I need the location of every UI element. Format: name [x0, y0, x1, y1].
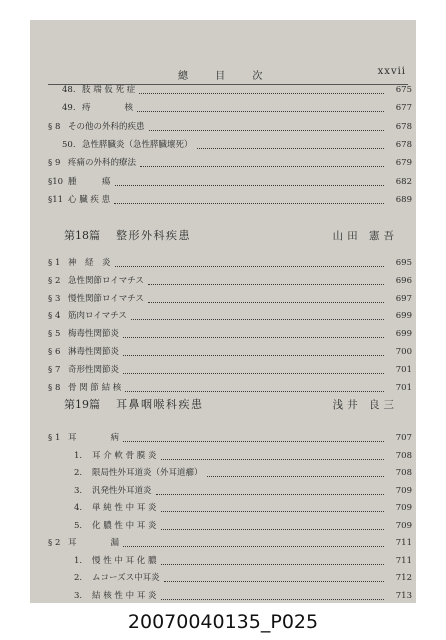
- entry-page-number: 679: [395, 158, 412, 169]
- entry-page-number: 708: [395, 450, 412, 461]
- entry-page-number: 712: [395, 573, 412, 583]
- dot-leader: [114, 194, 384, 204]
- entry-number: § 5: [48, 329, 61, 340]
- dot-leader: [161, 502, 384, 512]
- entry-page-number: 713: [395, 590, 412, 601]
- entry-page-number: 699: [395, 329, 412, 340]
- entry-number: 1.: [74, 555, 83, 566]
- entry-page-number: 700: [395, 347, 412, 357]
- toc-entry: [30, 139, 416, 152]
- dot-leader: [131, 310, 384, 320]
- entry-page-number: 695: [395, 258, 412, 268]
- entry-page-number: 678: [395, 121, 412, 132]
- image-caption: 20070040135_P025: [0, 604, 446, 640]
- entry-number: § 1: [48, 258, 61, 268]
- entry-label: 淋毒性関節炎: [68, 347, 120, 357]
- entry-page-number: 708: [395, 468, 412, 478]
- toc-entry: [30, 432, 416, 445]
- entry-label: 疼痛の外科的療法: [68, 158, 137, 169]
- entry-label: 化 膿 性 中 耳 炎: [92, 520, 157, 531]
- toc-entry: [30, 102, 416, 115]
- entry-page-number: 696: [395, 275, 412, 286]
- book-page: [30, 20, 416, 603]
- entry-number: 5.: [74, 520, 83, 531]
- toc-entry: [30, 121, 416, 134]
- entry-label: 骨 関 節 結 核: [68, 382, 122, 393]
- dot-leader: [197, 139, 384, 149]
- toc-entry: [30, 328, 416, 341]
- entry-label: 梅毒性関節炎: [68, 329, 120, 340]
- chapter-19-heading: [64, 396, 416, 414]
- entry-label: 耳 漏: [68, 538, 120, 548]
- dot-leader: [123, 346, 384, 356]
- entry-label: 耳 病: [68, 433, 120, 443]
- dot-leader: [123, 364, 384, 374]
- entry-label: 慢 性 中 耳 化 膿: [92, 555, 157, 566]
- toc-entry: [30, 382, 416, 395]
- entry-number: § 8: [48, 121, 61, 132]
- chapter-author: 浅井 良三: [332, 399, 398, 411]
- toc-entry: [30, 485, 416, 498]
- dot-leader: [148, 293, 384, 303]
- entry-label: 慢性関節ロイマチス: [68, 293, 144, 304]
- dot-leader: [161, 590, 384, 600]
- toc-entry: [30, 590, 416, 603]
- chapter-title: 整形外科疾患: [116, 229, 191, 242]
- entry-label: 筋肉ロイマチス: [68, 311, 127, 322]
- entry-label: 限局性外耳道炎（外耳道癤）: [92, 468, 203, 478]
- entry-label: ムコーズス中耳炎: [92, 573, 160, 583]
- entry-number: 4.: [74, 503, 83, 513]
- entry-label: 急性関節ロイマチス: [68, 275, 144, 286]
- dot-leader: [156, 485, 384, 495]
- entry-label: 心 臓 疾 患: [68, 194, 111, 205]
- dot-leader: [140, 157, 384, 167]
- entry-page-number: 709: [395, 485, 412, 496]
- entry-label: 痔 核: [82, 103, 134, 114]
- toc-entry: [30, 555, 416, 568]
- toc-entry: [30, 450, 416, 463]
- toc-entry: [30, 537, 416, 550]
- page-header: [30, 67, 416, 83]
- entry-number: 49.: [62, 103, 76, 114]
- entry-label: 急性膵臓炎（急性膵臓壞死）: [82, 139, 193, 150]
- entry-number: § 4: [48, 311, 61, 322]
- entry-label: 奇形性関節炎: [68, 364, 120, 375]
- entry-page-number: 711: [395, 555, 412, 566]
- dot-leader: [149, 121, 384, 131]
- toc-entry: [30, 84, 416, 97]
- dot-leader: [123, 537, 384, 547]
- chapter-title: 耳鼻咽喉科疾患: [116, 398, 204, 411]
- toc-entry: [30, 310, 416, 323]
- entry-page-number: 709: [395, 520, 412, 531]
- dot-leader: [123, 432, 384, 442]
- dot-leader: [207, 467, 384, 477]
- entry-number: § 8: [48, 382, 61, 393]
- entry-number: § 2: [48, 275, 61, 286]
- dot-leader: [148, 275, 384, 285]
- entry-label: 腫 瘍: [68, 176, 111, 187]
- entry-number: § 3: [48, 293, 61, 304]
- entry-label: 耳 介 軟 骨 膜 炎: [92, 450, 157, 461]
- entry-label: 単 純 性 中 耳 炎: [92, 503, 157, 513]
- dot-leader: [139, 84, 384, 94]
- toc-entry: [30, 502, 416, 515]
- entry-number: 1.: [74, 450, 83, 461]
- entry-page-number: 689: [395, 194, 412, 205]
- entry-label: 汎発性外耳道炎: [92, 485, 152, 496]
- entry-number: 50.: [62, 139, 76, 150]
- toc-entry: [30, 176, 416, 189]
- entry-page-number: 699: [395, 311, 412, 322]
- toc-entry: [30, 275, 416, 288]
- chapter-number: 第18篇: [64, 229, 100, 242]
- entry-number: 48.: [62, 85, 76, 95]
- entry-number: § 7: [48, 364, 61, 375]
- toc-entry: [30, 520, 416, 533]
- entry-page-number: 711: [395, 538, 412, 548]
- toc-entry: [30, 364, 416, 377]
- entry-page-number: 682: [395, 176, 412, 187]
- entry-page-number: 701: [395, 382, 412, 393]
- entry-page-number: 707: [395, 433, 412, 443]
- dot-leader: [161, 450, 384, 460]
- toc-entry: [30, 467, 416, 480]
- entry-number: §10: [48, 176, 64, 187]
- entry-number: § 9: [48, 158, 61, 169]
- entry-label: 結 核 性 中 耳 炎: [92, 590, 157, 601]
- toc-entry: [30, 157, 416, 170]
- toc-entry: [30, 346, 416, 359]
- entry-page-number: 701: [395, 364, 412, 375]
- entry-page-number: 675: [395, 85, 412, 95]
- dot-leader: [164, 572, 384, 582]
- entry-number: § 2: [48, 538, 61, 548]
- header-title: 總 目 次: [178, 71, 275, 82]
- dot-leader: [161, 555, 384, 565]
- entry-number: 3.: [74, 485, 83, 496]
- dot-leader: [115, 176, 384, 186]
- entry-page-number: 697: [395, 293, 412, 304]
- toc-entry: [30, 194, 416, 207]
- dot-leader: [125, 382, 384, 392]
- chapter-number: 第19篇: [64, 398, 100, 411]
- entry-label: 肢 端 仮 死 症: [82, 85, 136, 95]
- toc-entry: [30, 572, 416, 585]
- entry-page-number: 677: [395, 103, 412, 114]
- entry-number: 3.: [74, 590, 83, 601]
- entry-number: 2.: [74, 573, 83, 583]
- dot-leader: [137, 102, 384, 112]
- dot-leader: [115, 257, 384, 267]
- chapter-18-heading: [64, 227, 416, 245]
- entry-number: § 6: [48, 347, 61, 357]
- toc-entry: [30, 293, 416, 306]
- entry-label: その他の外科的疾患: [68, 121, 145, 132]
- entry-label: 神 経 炎: [68, 258, 111, 268]
- entry-number: 2.: [74, 468, 83, 478]
- dot-leader: [161, 520, 384, 530]
- entry-number: § 1: [48, 433, 61, 443]
- chapter-author: 山田 憲吾: [332, 230, 398, 242]
- entry-number: §11: [48, 194, 64, 205]
- entry-page-number: 709: [395, 503, 412, 513]
- header-page-number: xxvii: [377, 66, 406, 77]
- entry-page-number: 678: [395, 139, 412, 150]
- dot-leader: [123, 328, 384, 338]
- toc-entry: [30, 257, 416, 270]
